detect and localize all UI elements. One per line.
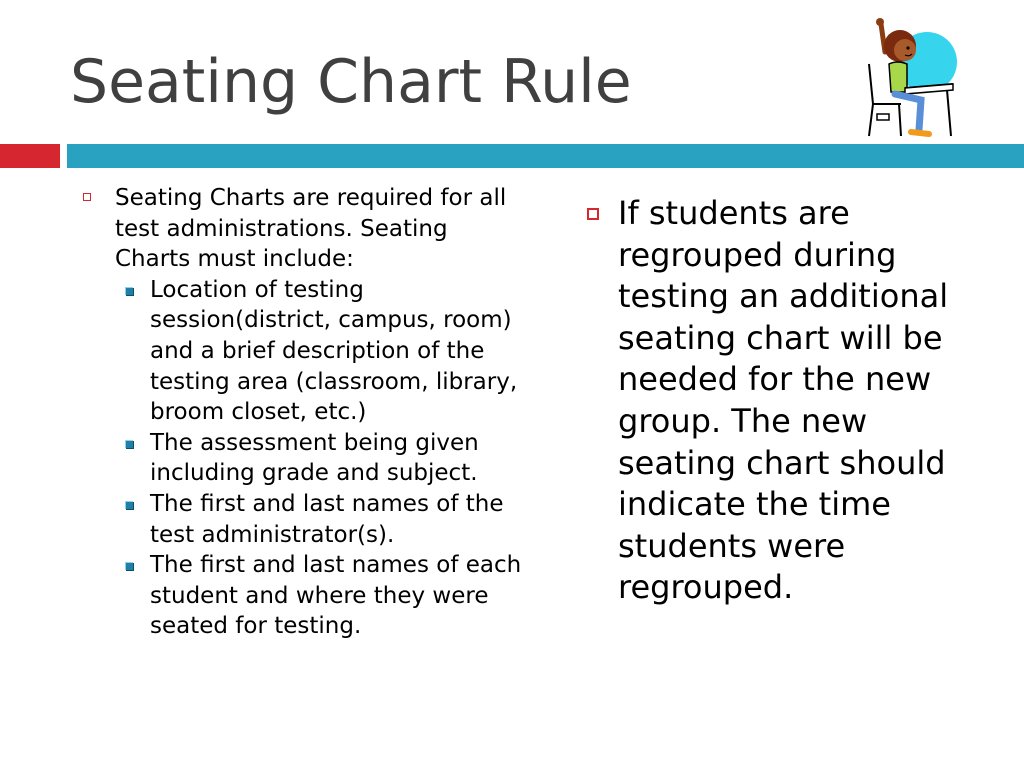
sub-list-item [80,428,530,489]
sub-item-text: The first and last names of each student and where they were seated for testing. [150,552,522,640]
square-bullet-icon [83,193,91,201]
list-item [585,193,985,609]
left-content [80,183,530,642]
accent-bar-teal [67,144,1024,168]
sub-item-text: The assessment being given including grade and subject. [150,429,479,487]
square-bullet-icon [125,501,133,509]
right-content [585,193,985,609]
sub-item-text: Location of testing session(district, campus, room) and a brief description of the testing area (classroom, library, broom closet, etc.) [150,276,518,426]
slide-title: Seating Chart Rule [70,47,632,117]
accent-bar-red [0,144,60,168]
sub-list-item [80,275,530,428]
student-at-desk-icon [855,14,960,139]
square-bullet-icon [587,208,599,220]
sub-item-text: The first and last names of the test administrator(s). [150,490,504,548]
square-bullet-icon [125,440,133,448]
sub-list-item [80,489,530,550]
list-item [80,183,530,275]
square-bullet-icon [125,562,133,570]
right-text: If students are regrouped during testing an additional seating chart will be needed for the new group. The new seating chart should indicate the time students were regrouped. [618,194,949,607]
intro-text: Seating Charts are required for all test administrations. Seating Charts must include: [115,185,507,273]
sub-list-item [80,550,530,642]
square-bullet-icon [125,287,133,295]
